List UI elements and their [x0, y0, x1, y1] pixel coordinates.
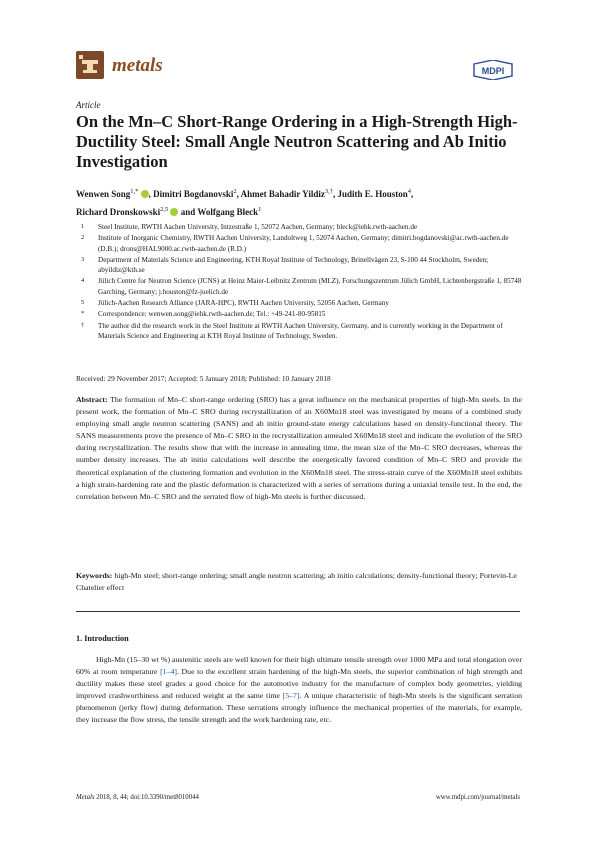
abstract-text: The formation of Mn–C short-range ordering (SRO) has a great influence on the mechanical properties of high-Mn steels. In the present work, the formation of Mn–C SRO during recrystallization of an X60Mn18 steel was investigated by means of a combined study employing small angle neutron scattering (SANS) and ab initio ground-state energy calculations based on density-functional theory. The SANS measurements prove the presence of Mn–C SRO in the recrystallization annealed X60Mn18 steel and indicate the evolution of the SRO during recrystallization. The results show that with the increase in annealing time, the mean size of the Mn–C SRO decreases, whereas the number density increases. The ab initio calculations well describe the energetically favored condition of Mn–C SRO and provide the theoretical explanation of the clustering formation and evolution in the X60Mn18 steel. The stress-strain curve of the X60Mn18 steel exhibits a high strain-hardening rate and the plastic deformation is characterized with a series of serrations during a uniaxial tensile test. In the end, the correlation between Mn–C SRO and the serrated flow of high-Mn steels is further discussed. — [76, 395, 522, 501]
author-name[interactable]: Dimitri Bogdanovski — [153, 189, 234, 199]
author-list: Wenwen Song$^{1,*}$ , Dimitri Bogdanovski$^2$, Ahmet Bahadir Yildiz$^{3,\dagger}$, Judith E. Houston$^4$, Richard Dronskowski$^{2,5}$ and Wolfgang Bleck$^1$ — [76, 188, 414, 217]
and-word: and — [180, 207, 196, 217]
author-note-item — [76, 321, 526, 342]
mdpi-logo-icon — [470, 60, 516, 80]
keywords-label: Keywords: — [76, 571, 113, 580]
mdpi-logo-text: MDPI — [481, 66, 505, 76]
affiliation-text: Steel Institute, RWTH Aachen University, Intzestraße 1, 52072 Aachen, Germany; bleck@iehk.rwth-aachen.de — [98, 223, 418, 231]
citation-link[interactable]: [1–4] — [160, 667, 177, 677]
author-sup: 1 — [258, 206, 262, 213]
intro-text: . Due to the excellent strain hardening of the high-Mn steels, the superior combination of high strength and ductility makes these steel grades a good choice for the automotive industry for the manufacture of complex body geometries, yielding improved crashworthiness and reduced weight at the same time — [76, 667, 522, 701]
footer-url[interactable]: www.mdpi.com/journal/metals — [435, 794, 520, 801]
affiliation-mark: 3 — [81, 255, 85, 263]
correspondence-text[interactable]: Correspondence: wenwen.song@iehk.rwth-aachen.de; Tel.: +49-241-80-95815 — [98, 310, 326, 319]
affiliation-mark: 2 — [81, 234, 85, 242]
section-heading: 1. Introduction — [76, 634, 129, 643]
intro-paragraph — [76, 654, 522, 727]
affiliation-mark: 1 — [81, 223, 85, 230]
author-sup: 3,† — [324, 188, 333, 195]
article-type: Article — [76, 100, 101, 110]
author-name[interactable]: Judith E. Houston — [337, 189, 408, 199]
affiliation-mark: 5 — [81, 299, 85, 307]
keywords — [76, 570, 522, 594]
affiliation-mark: * — [81, 310, 85, 318]
author-name[interactable]: Richard Dronskowski — [76, 207, 161, 217]
affiliation-item — [76, 222, 526, 232]
affiliation-item — [76, 276, 526, 297]
affiliation-text: Jülich-Aachen Research Alliance (JARA-HPC), RWTH Aachen University, 52056 Aachen, Germany — [98, 299, 389, 308]
affiliation-item — [76, 298, 526, 308]
keywords-text: high-Mn steel; short-range ordering; small angle neutron scattering; ab initio calculations; density-functional theory; Portevin-Le Chatelier effect — [76, 571, 517, 593]
anvil-icon — [76, 51, 104, 79]
intro-text: High-Mn (15–30 wt %) austenitic steels are well known for their high ultimate tensile strength over 1000 MPa and total elongation over 60% at room temperature — [76, 655, 522, 677]
author-name[interactable]: Wolfgang Bleck — [197, 207, 259, 217]
author-name[interactable]: Wenwen Song — [76, 189, 131, 199]
author-sup: 2 — [233, 188, 237, 195]
orcid-icon[interactable] — [170, 208, 178, 216]
correspondence-item — [76, 309, 526, 319]
publisher-logo — [470, 60, 516, 85]
affiliation-text: Institute of Inorganic Chemistry, RWTH Aachen University, Landoltweg 1, 52074 Aachen, Germany; dimitri.bogdanovski@ac.rwth-aachen.de (D.B.); drons@HAL9000.ac.rwth-aachen.de (R.D.) — [98, 234, 509, 253]
affiliation-text: Department of Materials Science and Engineering, KTH Royal Institute of Technology, Brinellvägen 23, S-100 44 Stockholm, Sweden; abyildiz@kth.se — [98, 255, 489, 275]
author-sup: 4 — [407, 188, 412, 195]
abstract-label: Abstract: — [76, 395, 108, 404]
affiliation-text: Jülich Centre for Neutron Science (JCNS) at Heinz Maier-Leibnitz Zentrum (MLZ), Forschungszentrum Jülich GmbH, Lichtenbergstraße 1, 85748 Garching, Germany; j.houston@fz-juelich.de — [98, 277, 522, 296]
section-divider — [76, 611, 520, 612]
affiliation-mark: 4 — [81, 277, 85, 285]
affiliation-list — [76, 222, 526, 342]
author-name[interactable]: Ahmet Bahadir Yildiz — [240, 189, 325, 199]
paper-title: On the Mn–C Short-Range Ordering in a High-Strength High-Ductility Steel: Small Angle Neutron Scattering and Ab Initio Investigation — [76, 112, 518, 171]
author-sup: 1,* — [130, 188, 139, 195]
journal-logo — [76, 51, 104, 79]
affiliation-mark: † — [81, 321, 85, 329]
footer-journal: Metals — [76, 794, 95, 801]
citation-link[interactable]: [5–7] — [282, 691, 300, 701]
footer-citation-text: 2018, 8, 44; doi:10.3390/met8010044 — [94, 794, 199, 801]
affiliation-item — [76, 255, 526, 276]
orcid-icon[interactable] — [141, 190, 149, 198]
footer-citation — [76, 794, 199, 801]
affiliation-item — [76, 233, 526, 254]
intro-text: . A unique characteristic of high-Mn steels is the significant serration phenomenon (jerky flow) during deformation. These serrations strongly influence the mechanical properties of the materials, for example, they increase the flow stress, the tensile strength and the work hardening rate, etc. — [76, 691, 522, 725]
author-note-text: The author did the research work in the Steel Institute at RWTH Aachen University, Germany, and is currently working in the Department of Materials Science and Engineering at KTH Royal Institute of Technology, Sweden. — [98, 321, 503, 340]
abstract — [76, 394, 522, 503]
journal-name: metals — [112, 55, 163, 76]
publication-dates: Received: 29 November 2017; Accepted: 5 January 2018; Published: 10 January 2018 — [76, 374, 331, 383]
author-sup: 2,5 — [160, 206, 169, 213]
